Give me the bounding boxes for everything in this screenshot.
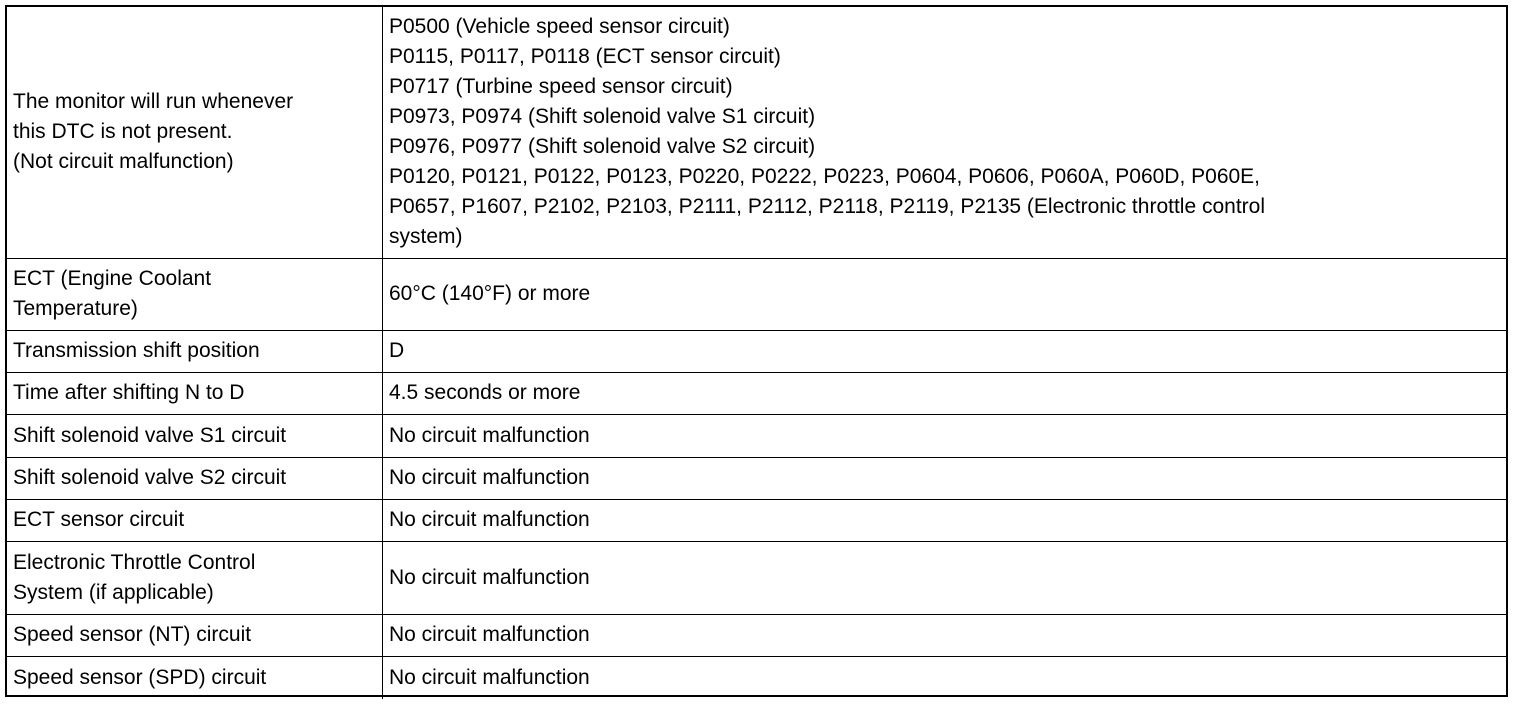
dtc-line: P0500 (Vehicle speed sensor circuit)	[389, 15, 730, 39]
condition-label-line: Shift solenoid valve S2 circuit	[13, 466, 287, 489]
condition-label-line: ECT (Engine Coolant	[13, 267, 212, 290]
condition-value-cell	[383, 656, 1507, 699]
condition-value-line: D	[389, 339, 405, 362]
monitor-conditions-table	[7, 7, 1506, 699]
condition-label-cell	[7, 499, 383, 541]
condition-value-cell	[383, 372, 1507, 414]
table-row	[7, 499, 1506, 541]
table-row	[7, 656, 1506, 699]
condition-value-line: 4.5 seconds or more	[389, 381, 581, 404]
dtc-line: P0976, P0977 (Shift solenoid valve S2 circuit)	[389, 135, 816, 159]
condition-value-cell	[383, 614, 1507, 656]
condition-value-cell	[383, 7, 1507, 258]
condition-label-line: Temperature)	[13, 297, 138, 320]
condition-value-cell	[383, 258, 1507, 330]
condition-value-line: No circuit malfunction	[389, 623, 590, 646]
condition-value-line: No circuit malfunction	[389, 565, 590, 589]
condition-value-line: No circuit malfunction	[389, 508, 590, 531]
condition-label-cell	[7, 7, 383, 258]
condition-label-line: Shift solenoid valve S1 circuit	[13, 423, 287, 447]
table-row	[7, 7, 1506, 258]
dtc-line: P0717 (Turbine speed sensor circuit)	[389, 75, 733, 99]
dtc-line: P0973, P0974 (Shift solenoid valve S1 circuit)	[389, 105, 816, 129]
condition-label-line: Speed sensor (SPD) circuit	[13, 665, 267, 689]
condition-value-cell	[383, 414, 1507, 457]
condition-label-cell	[7, 656, 383, 699]
condition-value-cell	[383, 541, 1507, 614]
dtc-line: P0657, P1607, P2102, P2103, P2111, P2112, P2118, P2119, P2135 (Electronic throttle control	[389, 195, 1266, 219]
condition-label-line: The monitor will run whenever	[13, 90, 294, 114]
table-row	[7, 330, 1506, 372]
condition-label-line: Electronic Throttle Control	[13, 550, 256, 574]
condition-value-line: No circuit malfunction	[389, 665, 590, 689]
condition-label-cell	[7, 414, 383, 457]
table-row	[7, 457, 1506, 499]
condition-value-cell	[383, 330, 1507, 372]
condition-label-cell	[7, 258, 383, 330]
table-row	[7, 258, 1506, 330]
condition-label-line: System (if applicable)	[13, 580, 214, 604]
condition-value-line: No circuit malfunction	[389, 466, 590, 489]
condition-label-line: Time after shifting N to D	[13, 381, 245, 404]
condition-label-line: Speed sensor (NT) circuit	[13, 623, 252, 646]
condition-label-cell	[7, 614, 383, 656]
dtc-line: system)	[389, 225, 463, 249]
dtc-line: P0120, P0121, P0122, P0123, P0220, P0222, P0223, P0604, P0606, P060A, P060D, P060E,	[389, 165, 1261, 189]
table-row	[7, 372, 1506, 414]
condition-label-line: Transmission shift position	[13, 339, 260, 362]
condition-label-cell	[7, 541, 383, 614]
condition-label-cell	[7, 372, 383, 414]
condition-label-cell	[7, 330, 383, 372]
condition-value-cell	[383, 457, 1507, 499]
table-row	[7, 541, 1506, 614]
spec-table-frame	[5, 5, 1508, 697]
dtc-line: P0115, P0117, P0118 (ECT sensor circuit)	[389, 45, 781, 69]
condition-label-line: (Not circuit malfunction)	[13, 150, 234, 174]
condition-value-line: No circuit malfunction	[389, 423, 590, 447]
condition-value-line: 60°C (140°F) or more	[389, 282, 591, 305]
condition-label-cell	[7, 457, 383, 499]
table-row	[7, 414, 1506, 457]
condition-value-cell	[383, 499, 1507, 541]
table-row	[7, 614, 1506, 656]
condition-label-line: ECT sensor circuit	[13, 508, 185, 531]
condition-label-line: this DTC is not present.	[13, 120, 233, 144]
